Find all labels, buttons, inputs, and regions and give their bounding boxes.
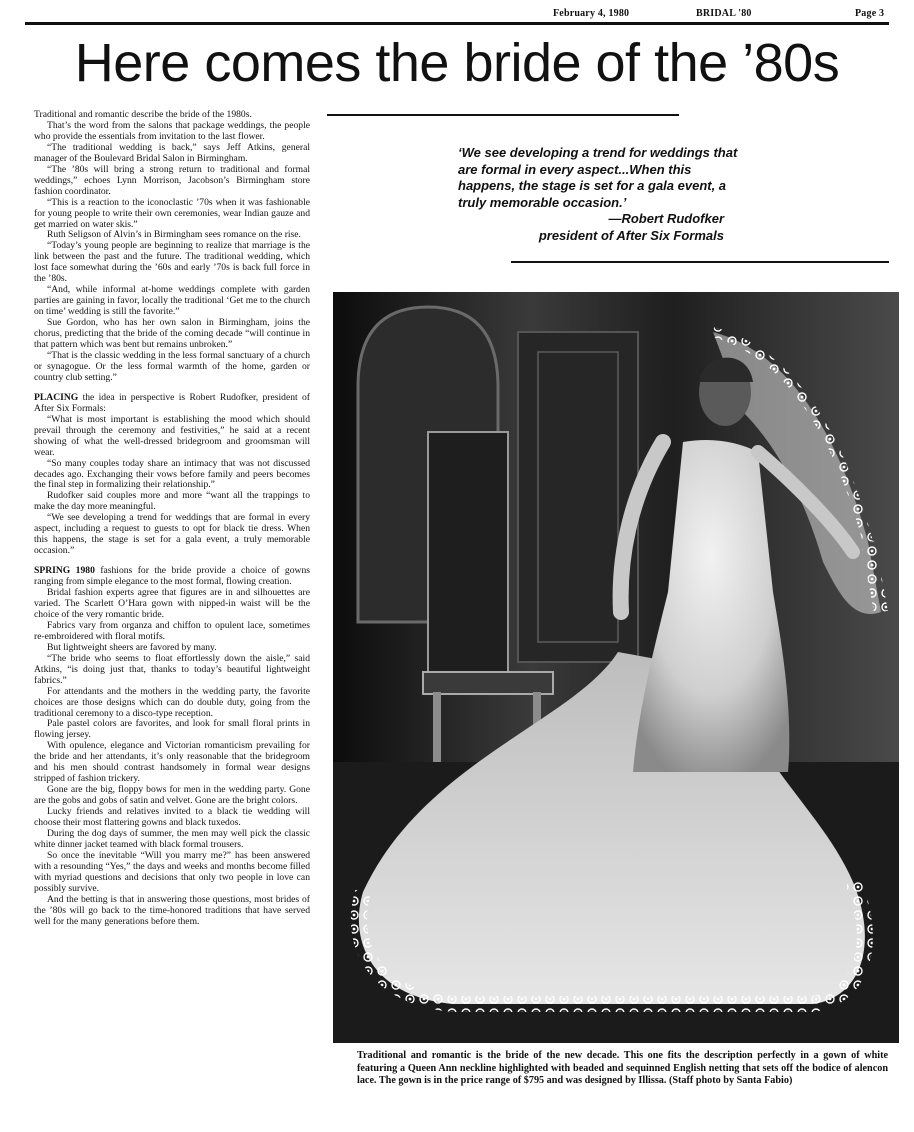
paragraph: “So many couples today share an intimacy that was not discussed decades ago. Exchanging their vows before family and peers becomes the final step in formalizing their relationship.” <box>34 457 310 491</box>
paragraph-text: the idea in perspective is Robert Rudofker, president of After Six Formals: <box>34 391 310 414</box>
top-rule <box>25 22 889 25</box>
paragraph: But lightweight sheers are favored by many. <box>47 641 217 653</box>
paragraph: “The ’80s will bring a strong return to traditional and formal weddings,” echoes Lynn Morrison, Jacobson’s Birmingham store fashion coordinator. <box>34 163 310 197</box>
paragraph: Pale pastel colors are favorites, and look for small floral prints in flowing jersey. <box>34 718 310 741</box>
issue-date: February 4, 1980 <box>553 8 630 19</box>
paragraph-with-kicker <box>34 566 310 588</box>
paragraph: “This is a reaction to the iconoclastic ’70s when it was fashionable for young people to write their own ceremonies, wear Indian gauze and get married on water skis.” <box>34 196 310 230</box>
page-number: Page 3 <box>855 8 885 19</box>
paragraph: “That is the classic wedding in the less formal sanctuary of a church or synagogue. Or the less formal warmth of the home, garden or country club setting.” <box>34 349 310 383</box>
pullquote-top-rule <box>327 114 679 116</box>
paragraph: During the dog days of summer, the men may well pick the classic white dinner jacket teamed with black formal trousers. <box>34 828 310 850</box>
bride-photo <box>333 292 899 1043</box>
paragraph: Bridal fashion experts agree that figures are in and silhouettes are varied. The Scarlett O’Hara gown with nipped-in waist will be the choice of the very romantic bride. <box>34 587 310 620</box>
paragraph: Ruth Seligson of Alvin’s in Birmingham sees romance on the rise. <box>47 229 301 241</box>
pull-quote-attribution: —Robert Rudofker <box>608 211 724 226</box>
paragraph: Fabrics vary from organza and chiffon to opulent lace, sometimes re-embroidered with floral motifs. <box>34 619 310 642</box>
paragraph: “The bride who seems to float effortlessly down the aisle,” said Atkins, “is doing just that, thanks to today’s beautiful lightweight fabrics.” <box>34 652 310 686</box>
paragraph: “The traditional wedding is back,” says Jeff Atkins, general manager of the Boulevard Bridal Salon in Birmingham. <box>34 141 310 164</box>
paragraph: “And, while informal at-home weddings complete with garden parties are gaining in favor, locally the traditional ‘Get me to the church on time’ wedding is still the favorite.” <box>34 284 310 318</box>
paragraph: That’s the word from the salons that package weddings, the people who provide the essentials from invitation to the last flower. <box>34 119 310 142</box>
kicker: SPRING 1980 <box>34 565 95 577</box>
page-title: Here comes the bride of the ’80s <box>74 33 840 93</box>
pullquote-bottom-rule <box>511 261 889 263</box>
section-name: BRIDAL '80 <box>696 8 752 19</box>
paragraph: And the betting is that in answering those questions, most brides of the ’80s will go back to the time-honored traditions that have served well for the many generations before them. <box>34 893 310 927</box>
paragraph: Lucky friends and relatives invited to a black tie wedding will choose their most flattering gowns and black tuxedos. <box>34 806 310 829</box>
paragraph: So once the inevitable “Will you marry me?” has been answered with a resounding “Yes,” the days and weeks and months become filled with myriad questions and decisions that only two people in love can possibly survive. <box>34 849 310 894</box>
paragraph: For attendants and the mothers in the wedding party, the favorite choices are those designs which can do double duty, going from the traditional ceremony to a disco-type reception. <box>34 685 310 719</box>
article-body <box>34 110 310 928</box>
paragraph-with-kicker <box>34 393 310 415</box>
paragraph: Gone are the big, floppy bows for men in the wedding party. Gone are the gobs and gobs of satin and velvet. Gone are the bright colors. <box>34 784 310 807</box>
photo-caption: Traditional and romantic is the bride of the new decade. This one fits the description perfectly in a gown of white featuring a Queen Ann neckline highlighted with beaded and sequinned English netting that sets off the bodice of alencon lace. The gown is in the price range of $795 and was designed by Illissa. (Staff photo by Santa Fabio) <box>357 1050 888 1086</box>
bride-photo-drawing <box>333 292 899 1043</box>
pull-quote <box>458 145 738 244</box>
paragraph: With opulence, elegance and Victorian romanticism prevailing for the bride and her attendants, it’s only reasonable that the bridegroom and his men should contrast handsomely in formal wear designs stripped of fashion trickery. <box>34 740 310 785</box>
pull-quote-title: president of After Six Formals <box>538 227 724 243</box>
paragraph: Rudofker said couples more and more “want all the trappings to make the day more meaningful. <box>34 490 310 513</box>
paragraph: “We see developing a trend for weddings that are formal in every aspect, including a request to guests to opt for black tie dress. When this happens, the stage is set for a gala event, a truly memorable occasion.” <box>34 512 310 557</box>
paragraph: “Today’s young people are beginning to realize that marriage is the link between the past and the future. The traditional wedding, which lost face somewhat during the ’60s and early ’70s is back full force in the ’80s. <box>34 240 310 285</box>
pull-quote-text: ‘We see developing a trend for weddings that are formal in every aspect...When this happens, the stage is set for a gala event, a truly memorable occasion.’ <box>458 145 738 210</box>
paragraph: “What is most important is establishing the mood which should prevail through the ceremony and festivities,” he said at a recent showing of what the well-dressed bridegroom and groomsman will wear. <box>34 413 310 458</box>
kicker: PLACING <box>34 391 79 403</box>
paragraph: Sue Gordon, who has her own salon in Birmingham, joins the chorus, predicting that the bride of the coming decade “will continue in that pattern which was bent but remains unbroken.” <box>34 317 310 351</box>
paragraph-text: fashions for the bride provide a choice of gowns ranging from simple elegance to the most formal, flowing creation. <box>34 565 310 588</box>
paragraph: Traditional and romantic describe the bride of the 1980s. <box>34 109 252 120</box>
